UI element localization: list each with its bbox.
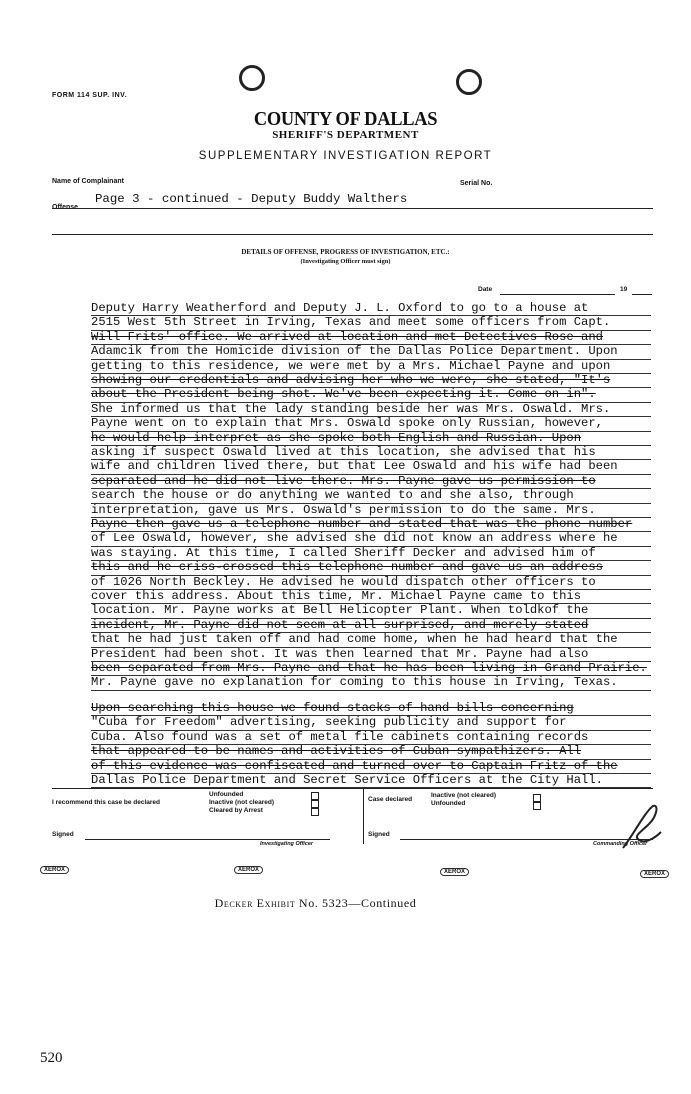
offense-label: Offense [52,204,79,211]
details-heading: DETAILS OF OFFENSE, PROGRESS OF INVESTIGATION, ETC.: (Investigating Officer must sign) [241,248,450,265]
body-line: of 1026 North Beckley. He advised he would dispatch other officers to [91,575,651,590]
option-unfounded: Unfounded [209,791,244,798]
offense-second-line [52,234,653,235]
body-line: search the house or do anything we wanted to and she also, through [91,488,651,503]
report-title: SUPPLEMENTARY INVESTIGATION REPORT [198,150,493,162]
body-line: showing our credentials and advising her who we were, she stated, "It's [91,373,651,388]
complainant-value: Page 3 - continued - Deputy Buddy Walthers [95,192,408,206]
body-line: Payne went on to explain that Mrs. Oswald spoke only Russian, however, [91,416,651,431]
body-line: asking if suspect Oswald lived at this location, she advised that his [91,445,651,460]
body-line: he would help interpret as she spoke both English and Russian. Upon [91,431,651,446]
case-options [431,792,496,808]
body-line: "Cuba for Freedom" advertising, seeking publicity and support for [91,715,651,730]
signed-label-right: Signed [368,831,390,838]
investigating-officer-label: Investigating Officer [260,841,314,847]
date-label: Date [478,286,493,293]
xerox-mark-3: XEROX [440,868,469,876]
xerox-mark-4: XEROX [640,870,669,878]
form-code: FORM 114 SUP. INV. [52,92,128,99]
case-declared-label: Case declared [368,796,413,803]
body-line: about the President being shot. We've been expecting it. Come on in". [91,387,651,402]
checkbox-inactive[interactable] [311,800,319,808]
body-line: She informed us that the lady standing beside her was Mrs. Oswald. Mrs. [91,402,651,417]
punch-hole-left-icon [239,65,265,91]
body-line: Will Frits' office. We arrived at location and met Detectives Rose and [91,330,651,345]
xerox-mark-1: XEROX [40,866,69,874]
signature-line-left [85,839,330,840]
exhibit-number: No. 5323—Continued [295,896,417,910]
exhibit-label: Decker Exhibit [214,896,296,910]
checkbox-case-inactive[interactable] [533,794,541,802]
body-line: separated and he did not live there. Mrs. Payne gave us permission to [91,474,651,489]
body-line: this and he criss-crossed this telephone number and gave us an address [91,560,651,575]
body-line: that he had just taken off and had come home, when he had heard that the [91,632,651,647]
body-line: was staying. At this time, I called Sheriff Decker and advised him of [91,546,651,561]
body-line: Deputy Harry Weatherford and Deputy J. L. Oxford to go to a house at [91,301,651,316]
body-line: Upon searching this house we found stacks of hand bills concerning [91,701,651,716]
body-line: interpretation, gave us Mrs. Oswald's permission to do the same. Mrs. [91,503,651,518]
body-line: cover this address. About this time, Mr. Michael Payne came to this [91,589,651,604]
exhibit-caption [0,896,631,911]
body-line: Adamcik from the Homicide division of the Dallas Police Department. Upon [91,344,651,359]
footer-rule [52,788,653,789]
body-line: of this evidence was confiscated and turned over to Captain Fritz of the [91,759,651,774]
body-line: wife and children lived there, but that Lee Oswald and his wife had been [91,459,651,474]
body-line: location. Mr. Payne works at Bell Helicopter Plant. When toldkof the [91,603,651,618]
date-line [500,294,615,295]
recommend-options [209,791,274,815]
handwritten-signature-icon [615,802,665,852]
body-line: President had been shot. It was then learned that Mr. Payne had also [91,647,651,662]
commanding-officer-label: Commanding Officer [593,841,648,847]
checkbox-case-unfounded[interactable] [533,802,541,810]
body-line: Mr. Payne gave no explanation for coming to this house in Irving, Texas. [91,675,651,690]
body-line: that appeared to be names and activities of Cuban sympathizers. All [91,744,651,759]
body-line: been separated from Mrs. Payne and that he has been living in Grand Prairie. [91,661,651,676]
body-line: Payne then gave us a telephone number and stated that was the phone number [91,517,651,532]
serial-label: Serial No. [460,180,493,187]
department-title: SHERIFF'S DEPARTMENT [272,129,419,141]
option-cleared: Cleared by Arrest [209,807,263,814]
recommend-label: I recommend this case be declared [52,799,161,806]
case-option-unfounded: Unfounded [431,800,466,807]
body-line: Dallas Police Department and Secret Service Officers at the City Hall. [91,773,651,788]
body-line: incident, Mr. Payne did not seem at all surprised, and merely stated [91,618,651,633]
county-title: COUNTY OF DALLAS [253,108,438,130]
date-year: 19 [620,286,628,293]
footer-divider [363,788,364,844]
checkbox-unfounded[interactable] [311,792,319,800]
case-option-inactive: Inactive (not cleared) [431,792,497,799]
punch-hole-right-icon [456,69,482,95]
date-year-line [632,294,652,295]
body-line: getting to this residence, we were met by a Mrs. Michael Payne and upon [91,359,651,374]
xerox-mark-2: XEROX [234,866,263,874]
complainant-label: Name of Complainant [52,178,124,185]
option-inactive: Inactive (not cleared) [209,799,275,806]
offense-underline [52,208,653,209]
body-line: of Lee Oswald, however, she advised she did not know an address where he [91,531,651,546]
page-number: 520 [40,1050,63,1066]
checkbox-cleared[interactable] [311,808,319,816]
body-line: Cuba. Also found was a set of metal file cabinets containing records [91,730,651,745]
body-line: 2515 West 5th Street in Irving, Texas and meet some officers from Capt. [91,315,651,330]
signed-label-left: Signed [52,831,74,838]
